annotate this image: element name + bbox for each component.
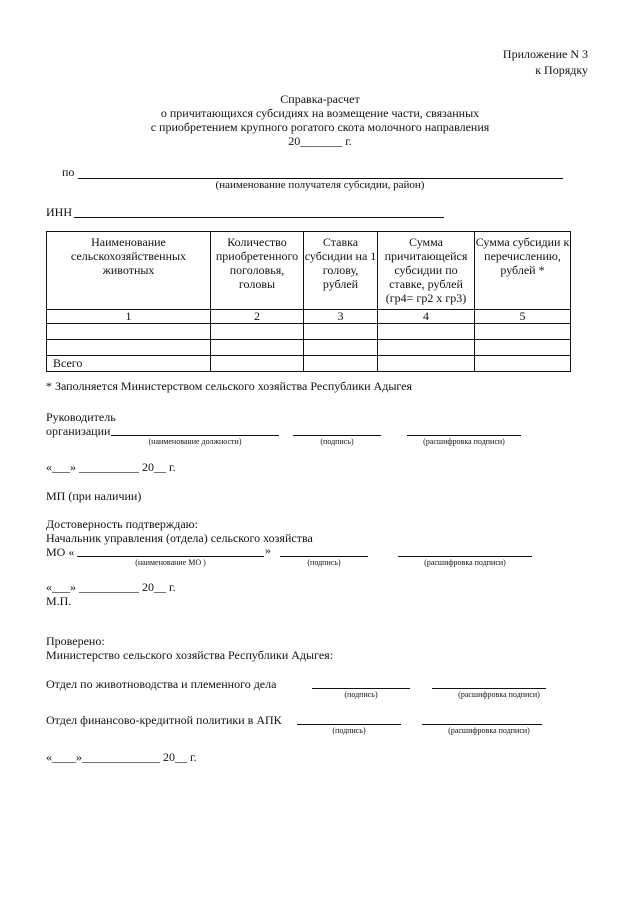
col-number: 2 (211, 310, 304, 324)
head-line2: организации (46, 424, 111, 438)
confirm-decode-line[interactable] (398, 556, 532, 557)
head-decode-line[interactable] (407, 435, 521, 436)
table-row (47, 340, 571, 356)
footnote: * Заполняется Министерством сельского хозяйства Республики Адыгея (46, 379, 412, 393)
col-number: 1 (47, 310, 211, 324)
recipient-caption: (наименование получателя субсидии, район) (215, 179, 425, 191)
cap-decode: (расшифровка подписи) (448, 726, 530, 735)
document-title (0, 92, 640, 148)
table-cell[interactable] (378, 340, 475, 356)
check-line1: Проверено: (46, 634, 105, 648)
cap-mo: (наименование МО ) (135, 558, 206, 567)
head-position-line[interactable] (111, 435, 279, 436)
check-date: «____»_____________ 20__ г. (46, 750, 197, 764)
appendix-line2: к Порядку (535, 63, 588, 77)
head-date: «___» __________ 20__ г. (46, 460, 176, 474)
dept1-decode-line[interactable] (432, 688, 546, 689)
table-cell[interactable] (475, 324, 571, 340)
subsidy-table (46, 231, 571, 372)
cap-decode: (расшифровка подписи) (458, 690, 540, 699)
table-header-row (47, 232, 571, 310)
head-stamp: МП (при наличии) (46, 489, 142, 503)
dept1-label: Отдел по животноводства и племенного дела (46, 677, 277, 691)
mo-name-line[interactable] (77, 556, 264, 557)
cap-signature: (подпись) (344, 690, 378, 699)
table-cell[interactable] (304, 324, 378, 340)
title-line3: с приобретением крупного рогатого скота молочного направления (150, 120, 490, 134)
confirm-line1: Достоверность подтверждаю: (46, 517, 198, 531)
table-cell[interactable] (47, 340, 211, 356)
cap-signature: (подпись) (307, 558, 341, 567)
mo-open: МО « (46, 545, 75, 559)
table-cell[interactable] (378, 324, 475, 340)
dept1-signature-line[interactable] (312, 688, 410, 689)
col-number: 3 (304, 310, 378, 324)
table-row (47, 324, 571, 340)
head-signature-line[interactable] (293, 435, 381, 436)
title-line2: о причитающихся субсидиях на возмещение части, связанных (160, 106, 480, 120)
table-cell[interactable] (211, 340, 304, 356)
cap-signature: (подпись) (332, 726, 366, 735)
dept2-label: Отдел финансово-кредитной политики в АПК (46, 713, 282, 727)
title-main: Справка-расчет (280, 92, 360, 106)
cap-signature: (подпись) (320, 437, 354, 446)
table-total-row (47, 356, 571, 372)
col-number: 4 (378, 310, 475, 324)
col-number: 5 (475, 310, 571, 324)
appendix-line1: Приложение N 3 (502, 47, 588, 61)
check-line2: Министерство сельского хозяйства Республики Адыгея: (46, 648, 334, 662)
mo-close: » (265, 543, 271, 557)
dept2-signature-line[interactable] (297, 724, 401, 725)
table-number-row (47, 310, 571, 324)
total-label: Всего (47, 356, 211, 372)
header-sum-transfer: Сумма субсидии к перечислению, рублей * (475, 232, 571, 310)
head-line1: Руководитель (46, 410, 116, 424)
cap-position: (наименование должности) (148, 437, 242, 446)
table-cell[interactable] (378, 356, 475, 372)
table-cell[interactable] (475, 340, 571, 356)
confirm-line2: Начальник управления (отдела) сельского хозяйства (46, 531, 313, 545)
table-cell[interactable] (304, 356, 378, 372)
inn-line[interactable] (74, 217, 444, 218)
table-cell[interactable] (211, 324, 304, 340)
inn-label: ИНН (46, 205, 72, 219)
header-animals: Наименование сельскохозяйственных животных (47, 232, 211, 310)
table-cell[interactable] (211, 356, 304, 372)
cap-decode: (расшифровка подписи) (423, 437, 505, 446)
confirm-signature-line[interactable] (280, 556, 368, 557)
appendix-label (503, 47, 588, 78)
confirm-stamp: М.П. (46, 594, 72, 608)
dept2-decode-line[interactable] (422, 724, 542, 725)
confirm-date: «___» __________ 20__ г. (46, 580, 176, 594)
header-rate: Ставка субсидии на 1 голову, рублей (304, 232, 378, 310)
table-cell[interactable] (475, 356, 571, 372)
table-cell[interactable] (304, 340, 378, 356)
header-sum-due: Сумма причитающейся субсидии по ставке, рублей (гр4= гр2 x гр3) (378, 232, 475, 310)
cap-decode: (расшифровка подписи) (424, 558, 506, 567)
recipient-prefix: по (62, 165, 75, 179)
table-cell[interactable] (47, 324, 211, 340)
header-quantity: Количество приобретенного поголовья, головы (211, 232, 304, 310)
title-year: 20_______ г. (288, 134, 352, 148)
